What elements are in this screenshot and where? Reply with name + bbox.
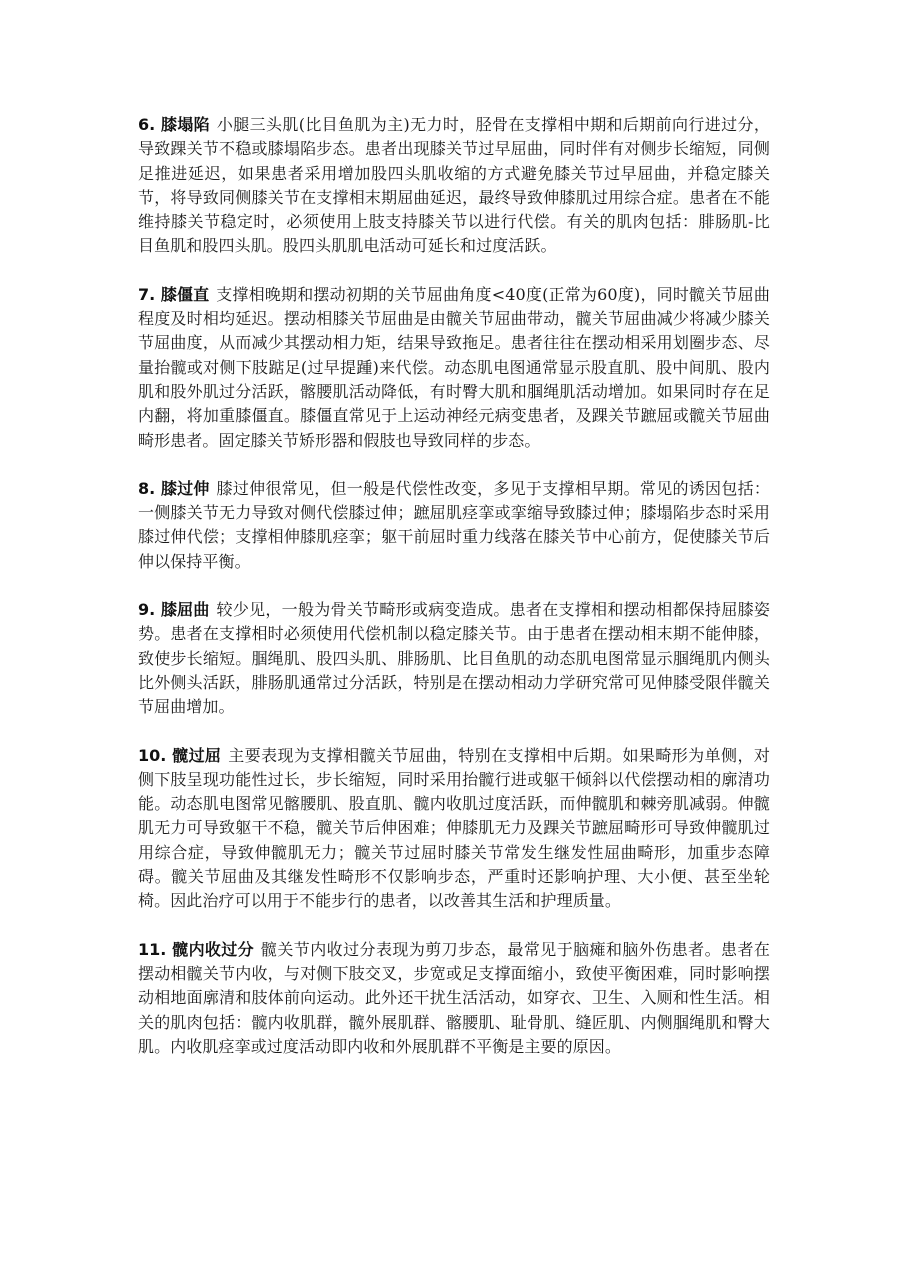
section-body: 髋关节内收过分表现为剪刀步态，最常见于脑瘫和脑外伤患者。患者在摆动相髋关节内收，与对侧下肢交叉，步宽或足支撑面缩小，致使平衡困难，同时影响摆动相地面廓清和肢体前向运动。此外还干扰生活活动，如穿衣、卫生、入厕和性生活。相关的肌肉包括：髋内收肌群，髋外展肌群、髂腰肌、耻骨肌、缝匠肌、内侧腘绳肌和臀大肌。内收肌痉挛或过度活动即内收和外展肌群不平衡是主要的原因。: [138, 939, 770, 1056]
section-heading: 8. 膝过伸: [138, 478, 210, 498]
section-heading: 9. 膝屈曲: [138, 600, 210, 620]
document-page: [138, 113, 770, 1083]
section-heading: 6. 膝塌陷: [138, 115, 210, 134]
section-hip-excessive-adduction: [138, 938, 770, 1059]
section-heading: 10. 髋过屈: [138, 745, 222, 765]
section-knee-stiffness: [138, 283, 770, 453]
section-body: 小腿三头肌(比目鱼肌为主)无力时，胫骨在支撑相中期和后期前向行进过分，导致踝关节不稳或膝塌陷步态。患者出现膝关节过早屈曲，同时伴有对侧步长缩短，同侧足推进延迟，如果患者采用增加股四头肌收缩的方式避免膝关节过早屈曲，并稳定膝关节，将导致同侧膝关节在支撑相末期屈曲延迟，最终导致伸膝肌过用综合症。患者在不能维持膝关节稳定时，必须使用上肢支持膝关节以进行代偿。有关的肌肉包括：腓肠肌-比目鱼肌和股四头肌。股四头肌肌电活动可延长和过度活跃。: [138, 115, 770, 256]
section-body: 主要表现为支撑相髋关节屈曲，特别在支撑相中后期。如果畸形为单侧，对侧下肢呈现功能性过长，步长缩短，同时采用抬髋行进或躯干倾斜以代偿摆动相的廓清功能。动态肌电图常见髂腰肌、股直肌、髋内收肌过度活跃，而伸髋肌和棘旁肌减弱。伸髋肌无力可导致躯干不稳，髋关节后伸困难；伸膝肌无力及踝关节蹠屈畸形可导致伸髋肌过用综合症，导致伸髋肌无力；髋关节过屈时膝关节常发生继发性屈曲畸形，加重步态障碍。髋关节屈曲及其继发性畸形不仅影响步态，严重时还影响护理、大小便、甚至坐轮椅。因此治疗可以用于不能步行的患者，以改善其生活和护理质量。: [138, 745, 770, 911]
section-knee-hyperextension: [138, 477, 770, 574]
section-heading: 11. 髋内收过分: [138, 939, 254, 959]
section-knee-collapse: [138, 113, 770, 259]
section-heading: 7. 膝僵直: [138, 284, 210, 304]
section-knee-flexion: [138, 598, 770, 719]
section-body: 膝过伸很常见，但一般是代偿性改变，多见于支撑相早期。常见的诱因包括：一侧膝关节无力导致对侧代偿膝过伸；蹠屈肌痉挛或挛缩导致膝过伸；膝塌陷步态时采用膝过伸代偿；支撑相伸膝肌痉挛；躯干前屈时重力线落在膝关节中心前方，促使膝关节后伸以保持平衡。: [138, 478, 770, 571]
section-hip-hyperflexion: [138, 744, 770, 914]
section-body: 支撑相晚期和摆动初期的关节屈曲角度<40度(正常为60度)，同时髋关节屈曲程度及时相均延迟。摆动相膝关节屈曲是由髋关节屈曲带动，髋关节屈曲减少将减少膝关节屈曲度，从而减少其摆动相力矩，结果导致拖足。患者往往在摆动相采用划圈步态、尽量抬髋或对侧下肢踮足(过早提踵)来代偿。动态肌电图通常显示股直肌、股中间肌、股内肌和股外肌过分活跃，髂腰肌活动降低，有时臀大肌和腘绳肌活动增加。如果同时存在足内翻，将加重膝僵直。膝僵直常见于上运动神经元病变患者，及踝关节蹠屈或髋关节屈曲畸形患者。固定膝关节矫形器和假肢也导致同样的步态。: [138, 284, 770, 450]
section-body: 较少见，一般为骨关节畸形或病变造成。患者在支撑相和摆动相都保持屈膝姿势。患者在支撑相时必须使用代偿机制以稳定膝关节。由于患者在摆动相末期不能伸膝，致使步长缩短。腘绳肌、股四头肌、腓肠肌、比目鱼肌的动态肌电图常显示腘绳肌内侧头比外侧头活跃，腓肠肌通常过分活跃，特别是在摆动相动力学研究常可见伸膝受限伴髋关节屈曲增加。: [138, 600, 770, 717]
